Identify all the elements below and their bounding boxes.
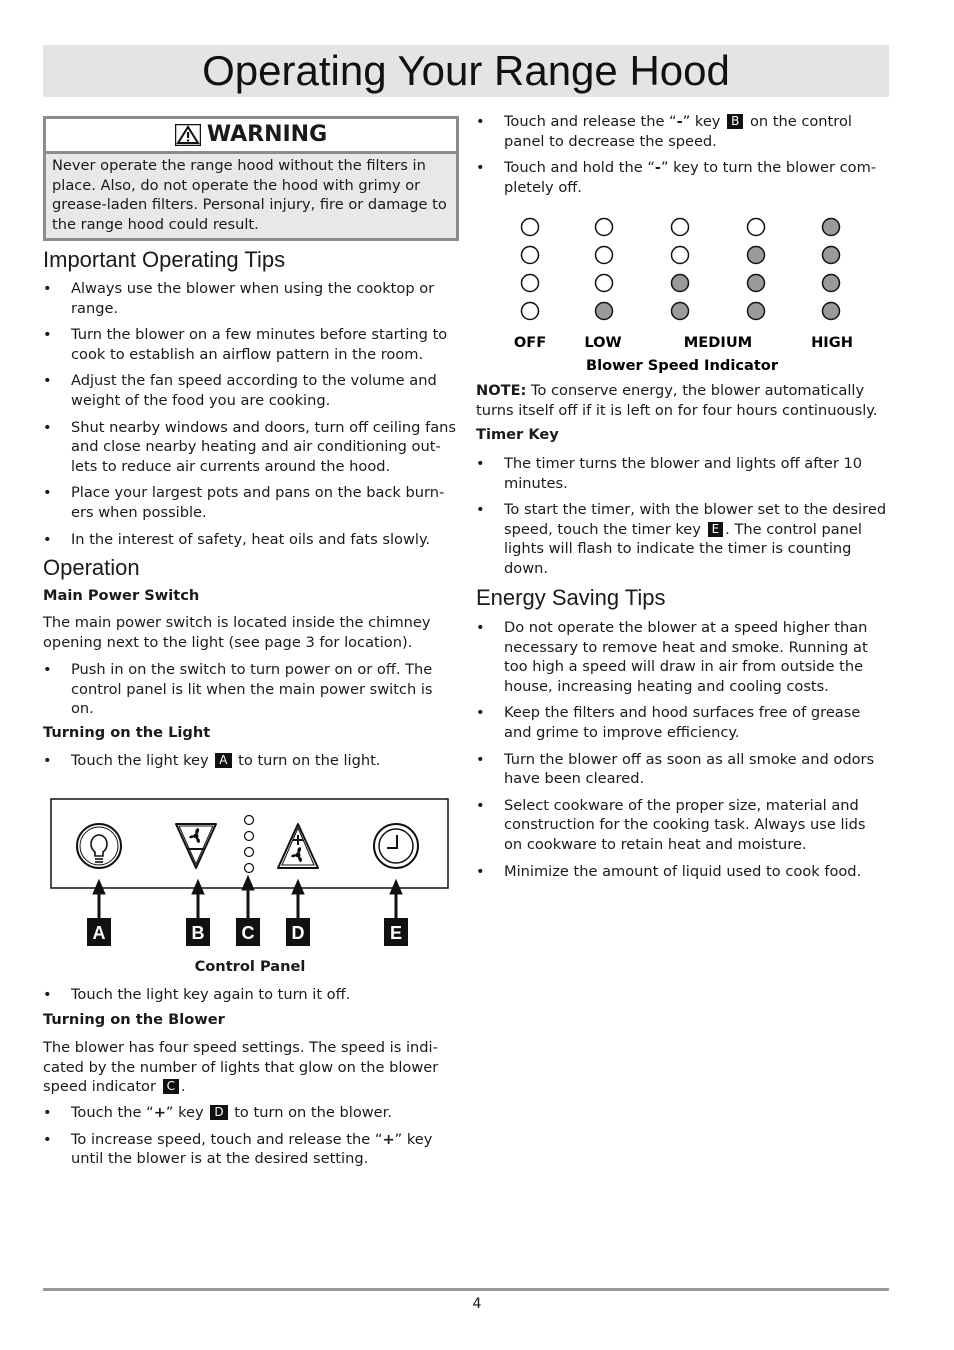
- minus-key-symbol: -: [654, 159, 661, 177]
- list-item: • Turn the blower on a few minutes before starting to cook to establish an airflow pattern in the room.: [43, 325, 459, 364]
- panel-label-a: A: [92, 923, 106, 943]
- warning-box: [43, 116, 459, 241]
- speed-light-on: [748, 275, 765, 292]
- off-bullet-end: ” key to turn the blower com-pletely off.: [504, 159, 877, 196]
- panel-label-boxes: [87, 918, 408, 946]
- main-switch-list: [43, 660, 455, 726]
- speed-label-low: LOW: [584, 334, 622, 351]
- blower-bullet1-mid: ” key: [165, 1104, 204, 1121]
- timer-list: [476, 454, 888, 586]
- list-item: • Turn the blower off as soon as all smoke and odors have been cleared.: [476, 750, 888, 789]
- timer-bullet2-text: To start the timer, with the blower set to the desired speed, touch the timer key: [504, 501, 887, 538]
- panel-label-c: C: [241, 923, 255, 943]
- panel-label-e: E: [389, 923, 403, 943]
- page-number: 4: [472, 1296, 482, 1312]
- timer-key-icon: [374, 824, 418, 868]
- warning-label: WARNING: [206, 122, 328, 147]
- blower-bullet1-text: Touch the “: [71, 1104, 154, 1121]
- speed-light-off: [596, 219, 613, 236]
- speed-light-off: [522, 275, 539, 292]
- timer-heading: Timer Key: [476, 426, 559, 443]
- speed-light-on: [823, 275, 840, 292]
- tips-list: [43, 279, 459, 556]
- list-item: • Adjust the fan speed according to the volume and weight of the food you are cooking.: [43, 371, 459, 410]
- speed-light-off: [672, 219, 689, 236]
- speed-light-on: [823, 303, 840, 320]
- title-bar: [43, 45, 889, 97]
- blower-para-end: .: [181, 1078, 186, 1096]
- speed-label-high: HIGH: [811, 334, 853, 351]
- plus-key-symbol: +: [382, 1130, 395, 1148]
- main-switch-heading: Main Power Switch: [43, 587, 200, 604]
- light-bullet-text-end: to turn on the light.: [238, 752, 381, 769]
- speed-indicator-caption: Blower Speed Indicator: [585, 357, 779, 374]
- decrease-bullet-mid: ” key: [682, 113, 721, 130]
- list-item: [476, 158, 888, 197]
- speed-label-medium: MEDIUM: [683, 334, 753, 351]
- speed-light-off: [522, 219, 539, 236]
- list-item: • In the interest of safety, heat oils and fats slowly.: [43, 530, 459, 550]
- speed-light-on: [596, 303, 613, 320]
- warning-triangle-icon: [175, 124, 201, 146]
- light-bullet-text: Touch the light key: [71, 752, 209, 769]
- speed-label-off: OFF: [513, 334, 547, 351]
- list-item: • The timer turns the blower and lights off after 10 minutes.: [476, 454, 888, 493]
- speed-light-on: [672, 275, 689, 292]
- list-item: [43, 1103, 455, 1123]
- list-item: [476, 500, 888, 578]
- control-panel-diagram: [50, 798, 450, 950]
- blower-heading: Turning on the Blower: [43, 1011, 225, 1028]
- key-badge-b: B: [727, 114, 743, 129]
- blower-para: [43, 1038, 455, 1097]
- blower-bullet2-text: To increase speed, touch and release the “: [71, 1130, 383, 1148]
- list-item: • Push in on the switch to turn power on or off. The control panel is lit when the main power switch is on.: [43, 660, 455, 719]
- list-item: • Select cookware of the proper size, material and construction for the cooking task. Always use lids on cookware to retain heat and moisture.: [476, 796, 888, 855]
- note-text: To conserve energy, the blower automatically turns itself off if it is left on for four hours continuously.: [476, 382, 878, 419]
- key-badge-c: C: [163, 1079, 179, 1094]
- page-title: Operating Your Range Hood: [202, 47, 730, 94]
- speed-light-on: [748, 303, 765, 320]
- blower-list: [43, 1103, 455, 1176]
- control-panel-caption: Control Panel: [194, 958, 306, 975]
- list-item: • Minimize the amount of liquid used to cook food.: [476, 862, 888, 882]
- minus-key-symbol: -: [676, 113, 683, 130]
- list-item: • Do not operate the blower at a speed higher than necessary to remove heat and smoke. Running at too high a speed will draw in air from outside the house, increasing heating and cooling costs.: [476, 618, 888, 696]
- blower-para-text: The blower has four speed settings. The speed is indi-cated by the number of lights that glow on the blower speed indicator: [43, 1039, 439, 1096]
- key-badge-d: D: [210, 1105, 227, 1120]
- off-bullet-text: Touch and hold the “: [504, 159, 655, 177]
- warning-header: [46, 119, 456, 154]
- list-item: • Touch the light key again to turn it off.: [43, 985, 455, 1005]
- energy-list: [476, 618, 888, 888]
- panel-label-b: B: [191, 923, 205, 943]
- plus-key-symbol: +: [153, 1104, 166, 1121]
- decrease-bullet-end: on the control panel to decrease the speed.: [504, 113, 852, 150]
- list-item: [43, 1130, 455, 1169]
- note-para: [476, 381, 888, 420]
- speed-light-on: [823, 247, 840, 264]
- light-heading: Turning on the Light: [43, 724, 211, 741]
- speed-light-off: [596, 275, 613, 292]
- panel-label-d: D: [291, 923, 305, 943]
- list-item: • Shut nearby windows and doors, turn off ceiling fans and close nearby heating and air conditioning out-lets to reduce air currents around the hood.: [43, 418, 459, 477]
- list-item: • Keep the filters and hood surfaces free of grease and grime to improve efficiency.: [476, 703, 888, 742]
- tips-heading: Important Operating Tips: [43, 247, 286, 272]
- light-off-list: [43, 985, 455, 1012]
- speed-light-off: [522, 303, 539, 320]
- speed-light-on: [748, 247, 765, 264]
- speed-light-off: [672, 247, 689, 264]
- warning-text: Never operate the range hood without the filters in place. Also, do not operate the hood with grimy or grease-laden filters. Personal injury, fire or damage to the range hood could result.: [52, 157, 447, 233]
- speed-light-on: [823, 219, 840, 236]
- note-label: NOTE:: [476, 382, 527, 399]
- speed-light-off: [596, 247, 613, 264]
- key-badge-a: A: [215, 753, 231, 768]
- speed-light-on: [672, 303, 689, 320]
- speed-light-off: [748, 219, 765, 236]
- operation-heading: Operation: [43, 555, 140, 580]
- list-item: [43, 751, 455, 771]
- key-badge-e: E: [708, 522, 724, 537]
- list-item: [476, 112, 888, 151]
- list-item: • Always use the blower when using the cooktop or range.: [43, 279, 459, 318]
- blower-bullet2-end: ” key until the blower is at the desired setting.: [71, 1130, 433, 1168]
- blower-speed-indicator-diagram: [500, 210, 870, 380]
- light-list: [43, 751, 455, 778]
- decrease-speed-list: [476, 112, 888, 204]
- timer-bullet2-end: . The control panel lights will flash to indicate the timer is counting down.: [504, 520, 862, 577]
- blower-bullet1-end: to turn on the blower.: [234, 1104, 392, 1121]
- speed-light-off: [522, 247, 539, 264]
- main-switch-para: The main power switch is located inside the chimney opening next to the light (see page 3 for location).: [43, 614, 431, 651]
- footer-divider: [43, 1288, 889, 1291]
- energy-heading: Energy Saving Tips: [476, 585, 666, 610]
- light-key-icon: [77, 824, 121, 868]
- decrease-bullet-text: Touch and release the “: [504, 113, 677, 130]
- list-item: • Place your largest pots and pans on the back burn-ers when possible.: [43, 483, 459, 522]
